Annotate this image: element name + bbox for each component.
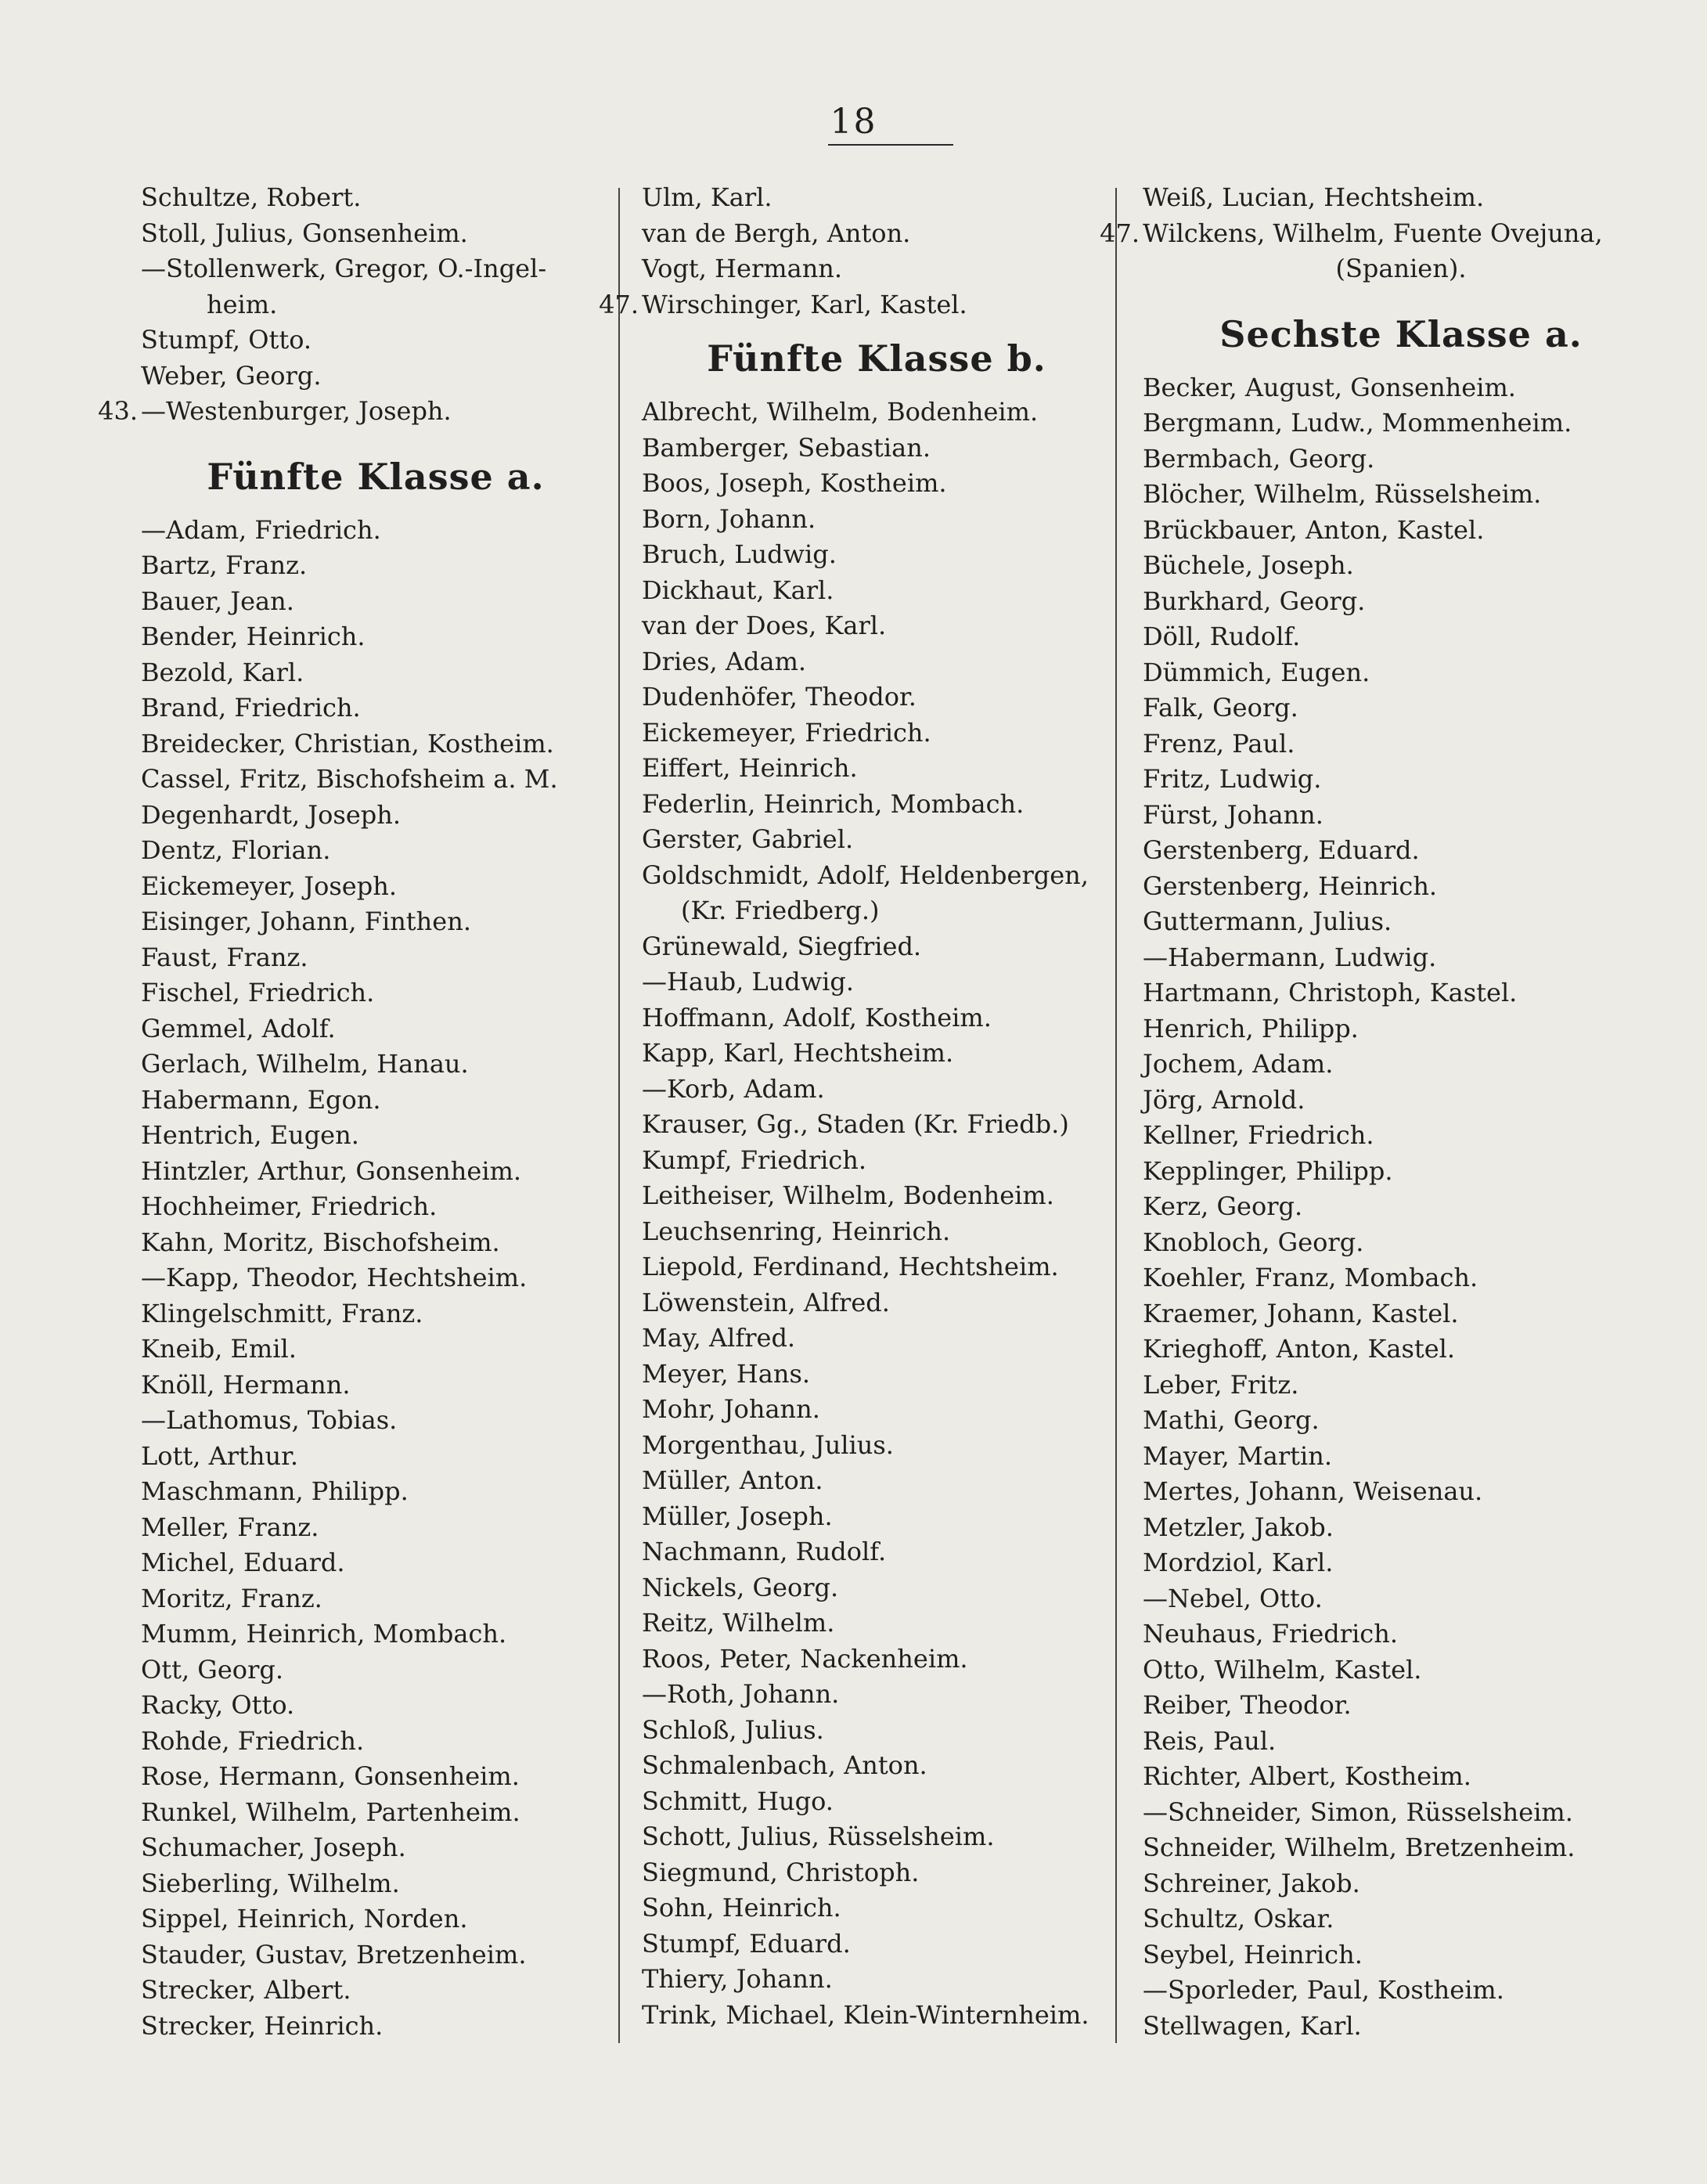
name-entry: Weber, Georg. (141, 360, 322, 391)
name-entry: Bezold, Karl. (141, 657, 304, 687)
column-divider (618, 188, 620, 2043)
name-entry: Löwenstein, Alfred. (642, 1287, 890, 1317)
name-entry: Burkhard, Georg. (1143, 586, 1366, 616)
name-entry: 43. —Westenburger, Joseph. (141, 394, 610, 430)
name-entry: Rose, Hermann, Gonsenheim. (141, 1761, 520, 1791)
name-entry: Dentz, Florian. (141, 835, 331, 865)
name-entry: Leber, Fritz. (1143, 1369, 1299, 1400)
name-entry: Bartz, Franz. (141, 550, 308, 580)
name-entry: Breidecker, Christian, Kostheim. (141, 728, 554, 759)
name-entry: Hoffmann, Adolf, Kostheim. (642, 1002, 992, 1033)
name-entry: Dudenhöfer, Theodor. (642, 682, 917, 712)
name-entry: —Lathomus, Tobias. (141, 1405, 398, 1435)
name-entry: Strecker, Heinrich. (141, 2010, 384, 2041)
name-entry: Dickhaut, Karl. (642, 575, 834, 605)
name-entry: Kumpf, Friedrich. (642, 1144, 867, 1175)
name-entry: —Haub, Ludwig. (642, 967, 855, 996)
name-entry: Nachmann, Rudolf. (642, 1537, 887, 1566)
name-entry: Hochheimer, Friedrich. (141, 1191, 438, 1221)
name-entry: Gerstenberg, Eduard. (1143, 835, 1420, 865)
name-entry: Born, Johann. (642, 503, 816, 534)
name-entry: Reitz, Wilhelm. (642, 1608, 835, 1638)
name-entry: Strecker, Albert. (141, 1975, 351, 2005)
name-list (1143, 370, 1659, 2045)
name-entry: Faust, Franz. (141, 942, 308, 972)
name-entry: Gerster, Gabriel. (642, 824, 854, 854)
name-entry: Döll, Rudolf. (1143, 622, 1301, 651)
name-entry: Müller, Joseph. (642, 1501, 833, 1531)
name-entry: Racky, Otto. (141, 1690, 295, 1720)
name-entry: Neuhaus, Friedrich. (1143, 1619, 1398, 1649)
name-entry: Michel, Eduard. (141, 1548, 345, 1577)
name-entry: Roos, Peter, Nackenheim. (642, 1643, 968, 1674)
name-entry: Müller, Anton. (642, 1465, 823, 1495)
name-entry: Hintzler, Arthur, Gonsenheim. (141, 1155, 522, 1186)
name-entry: van de Bergh, Anton. (642, 218, 911, 248)
name-entry: Richter, Albert, Kostheim. (1143, 1761, 1471, 1791)
name-entry-continuation: (Spanien). (1335, 254, 1467, 283)
name-entry: Stumpf, Eduard. (642, 1928, 851, 1959)
name-entry: Schott, Julius, Rüsselsheim. (642, 1822, 995, 1851)
name-entry: Schmalenbach, Anton. (642, 1750, 927, 1780)
name-entry: Fürst, Johann. (1143, 799, 1323, 830)
name-entry: Metzler, Jakob. (1143, 1512, 1334, 1542)
name-entry: —Schneider, Simon, Rüsselsheim. (1143, 1797, 1573, 1827)
name-entry: Eickemeyer, Joseph. (141, 870, 397, 901)
name-entry: Meller, Franz. (141, 1512, 319, 1542)
name-list (642, 395, 1111, 2033)
name-entry: Bamberger, Sebastian. (642, 432, 931, 463)
name-entry-continuation: heim. (207, 289, 278, 319)
name-entry: Morgenthau, Julius. (642, 1429, 894, 1460)
name-entry: Mumm, Heinrich, Mombach. (141, 1619, 507, 1649)
name-entry: Bruch, Ludwig. (642, 539, 837, 569)
name-entry: Bergmann, Ludw., Mommenheim. (1143, 408, 1572, 438)
name-entry: Bermbach, Georg. (1143, 443, 1375, 474)
name-entry: Krieghoff, Anton, Kastel. (1143, 1334, 1456, 1364)
name-list (141, 513, 610, 2045)
name-entry: Gemmel, Adolf. (141, 1013, 336, 1043)
name-entry: Dries, Adam. (642, 646, 807, 676)
name-entry: Eickemeyer, Friedrich. (642, 717, 931, 748)
page-number: 18 (830, 102, 877, 142)
name-entry: Büchele, Joseph. (1143, 550, 1354, 580)
name-entry: Mertes, Johann, Weisenau. (1143, 1476, 1483, 1506)
name-entry: Seybel, Heinrich. (1143, 1939, 1363, 1970)
class-heading: Fünfte Klasse a. (207, 455, 545, 498)
name-entry: Guttermann, Julius. (1143, 906, 1392, 936)
name-entry: Dümmich, Eugen. (1143, 657, 1370, 687)
name-entry: Boos, Joseph, Kostheim. (642, 468, 947, 498)
name-entry: Cassel, Fritz, Bischofsheim a. M. (141, 764, 558, 794)
name-entry: —Adam, Friedrich. (141, 514, 381, 545)
name-entry: Knobloch, Georg. (1143, 1227, 1364, 1257)
name-entry: (Kr. Friedberg.) (681, 896, 880, 925)
name-entry: Reiber, Theodor. (1143, 1690, 1352, 1720)
class-count: 43. (98, 396, 138, 426)
name-entry: Koehler, Franz, Mombach. (1143, 1263, 1478, 1292)
name-entry: —Kapp, Theodor, Hechtsheim. (141, 1263, 528, 1292)
name-entry: Ulm, Karl. (642, 182, 772, 212)
name-entry: Kapp, Karl, Hechtsheim. (642, 1038, 954, 1068)
name-entry: Brückbauer, Anton, Kastel. (1143, 514, 1485, 545)
name-entry: Weiß, Lucian, Hechtsheim. (1143, 182, 1485, 212)
name-entry: Klingelschmitt, Franz. (141, 1298, 423, 1328)
class-heading: Sechste Klasse a. (1219, 312, 1583, 355)
name-entry: Stoll, Julius, Gonsenheim. (141, 218, 468, 248)
name-entry: van der Does, Karl. (642, 611, 887, 640)
name-entry: Reis, Paul. (1143, 1725, 1277, 1756)
class-heading: Fünfte Klasse b. (707, 337, 1046, 380)
name-entry: —Stollenwerk, Gregor, O.-Ingel- (141, 254, 547, 283)
name-entry: Kahn, Moritz, Bischofsheim. (141, 1227, 500, 1257)
name-entry: Maschmann, Philipp. (141, 1476, 409, 1506)
name-entry: Mathi, Georg. (1143, 1405, 1320, 1435)
name-entry: Eiffert, Heinrich. (642, 753, 858, 783)
name-entry: Jörg, Arnold. (1143, 1084, 1305, 1115)
name-entry: Lott, Arthur. (141, 1440, 299, 1471)
name-entry: Stumpf, Otto. (141, 325, 312, 355)
name-entry: Blöcher, Wilhelm, Rüsselsheim. (1143, 479, 1542, 509)
name-entry: Schloß, Julius. (642, 1714, 824, 1745)
name-entry: Kellner, Friedrich. (1143, 1120, 1374, 1150)
name-entry: 47. Wirschinger, Karl, Kastel. (642, 287, 1111, 323)
name-entry: Grünewald, Siegfried. (642, 931, 922, 961)
name-entry: Federlin, Heinrich, Mombach. (642, 788, 1025, 819)
column-2 (599, 180, 1111, 2033)
name-entry: Eisinger, Johann, Finthen. (141, 906, 471, 936)
name-entry: Kraemer, Johann, Kastel. (1143, 1298, 1459, 1328)
page-number-rule (828, 144, 953, 146)
name-entry: Henrich, Philipp. (1143, 1013, 1359, 1043)
name-entry: May, Alfred. (642, 1323, 796, 1353)
name-entry: Rohde, Friedrich. (141, 1725, 365, 1756)
name-entry: Habermann, Egon. (141, 1084, 381, 1115)
name-entry: Meyer, Hans. (642, 1358, 811, 1389)
name-entry: Sieberling, Wilhelm. (141, 1868, 400, 1898)
name-entry: —Habermann, Ludwig. (1143, 942, 1437, 972)
name-entry: Jochem, Adam. (1143, 1049, 1334, 1079)
name-entry: Nickels, Georg. (642, 1572, 839, 1602)
name-entry: Mordziol, Karl. (1143, 1548, 1334, 1577)
class-count: 47. (1100, 218, 1140, 248)
name-entry: Schumacher, Joseph. (141, 1833, 406, 1862)
name-entry: Fischel, Friedrich. (141, 978, 375, 1007)
column-3 (1100, 180, 1659, 2044)
name-entry: Runkel, Wilhelm, Partenheim. (141, 1797, 520, 1827)
name-entry: Ott, Georg. (141, 1654, 284, 1685)
name-entry: Schultze, Robert. (141, 182, 362, 212)
name-entry: Schultz, Oskar. (1143, 1904, 1334, 1934)
name-entry: Hentrich, Eugen. (141, 1120, 359, 1150)
name-entry: Otto, Wilhelm, Kastel. (1143, 1654, 1422, 1685)
name-entry: Schneider, Wilhelm, Bretzenheim. (1143, 1833, 1576, 1862)
name-entry: Vogt, Hermann. (642, 254, 843, 283)
name-entry: Moritz, Franz. (141, 1583, 322, 1613)
name-entry: —Korb, Adam. (642, 1073, 825, 1104)
name-entry: Degenhardt, Joseph. (141, 799, 402, 830)
name-entry: Mohr, Johann. (642, 1394, 820, 1424)
name-entry: Krauser, Gg., Staden (Kr. Friedb.) (642, 1109, 1069, 1139)
name-entry: Knöll, Hermann. (141, 1369, 351, 1400)
name-entry: Gerstenberg, Heinrich. (1143, 870, 1438, 901)
name-entry: Falk, Georg. (1143, 693, 1298, 723)
name-entry: Stellwagen, Karl. (1143, 2010, 1362, 2041)
name-entry: Schmitt, Hugo. (642, 1786, 834, 1816)
column-1 (98, 180, 610, 2044)
name-entry: Kepplinger, Philipp. (1143, 1155, 1393, 1186)
name-entry: Bender, Heinrich. (141, 622, 366, 651)
name-entry: Trink, Michael, Klein-Winternheim. (642, 1999, 1089, 2030)
name-entry: Albrecht, Wilhelm, Bodenheim. (642, 397, 1039, 427)
name-entry: Brand, Friedrich. (141, 693, 361, 723)
name-entry: 47. Wilckens, Wilhelm, Fuente Ovejuna, (1143, 216, 1659, 252)
name-entry: —Nebel, Otto. (1143, 1583, 1323, 1613)
name-entry: Frenz, Paul. (1143, 728, 1295, 759)
name-entry: Gerlach, Wilhelm, Hanau. (141, 1049, 469, 1079)
name-entry: Leitheiser, Wilhelm, Bodenheim. (642, 1180, 1054, 1210)
name-entry: Bauer, Jean. (141, 586, 294, 616)
name-entry: Kneib, Emil. (141, 1334, 297, 1364)
name-entry: Thiery, Johann. (642, 1964, 833, 1994)
name-entry: Becker, August, Gonsenheim. (1143, 372, 1516, 402)
name-entry: Stauder, Gustav, Bretzenheim. (141, 1939, 527, 1970)
name-entry: Leuchsenring, Heinrich. (642, 1216, 951, 1246)
name-entry: Kerz, Georg. (1143, 1191, 1303, 1221)
name-entry: Sippel, Heinrich, Norden. (141, 1904, 468, 1934)
class-count: 47. (599, 289, 639, 319)
name-entry: Liepold, Ferdinand, Hechtsheim. (642, 1252, 1059, 1281)
name-entry: —Sporleder, Paul, Kostheim. (1143, 1975, 1504, 2005)
name-entry: Goldschmidt, Adolf, Heldenbergen, (642, 860, 1089, 890)
name-entry: Siegmund, Christoph. (642, 1857, 920, 1887)
column-divider (1115, 188, 1117, 2043)
name-entry: Mayer, Martin. (1143, 1440, 1332, 1471)
name-entry: Schreiner, Jakob. (1143, 1868, 1360, 1898)
name-entry: Fritz, Ludwig. (1143, 764, 1322, 794)
name-entry: Hartmann, Christoph, Kastel. (1143, 978, 1518, 1007)
name-entry: —Roth, Johann. (642, 1679, 840, 1709)
name-entry: Sohn, Heinrich. (642, 1893, 841, 1923)
